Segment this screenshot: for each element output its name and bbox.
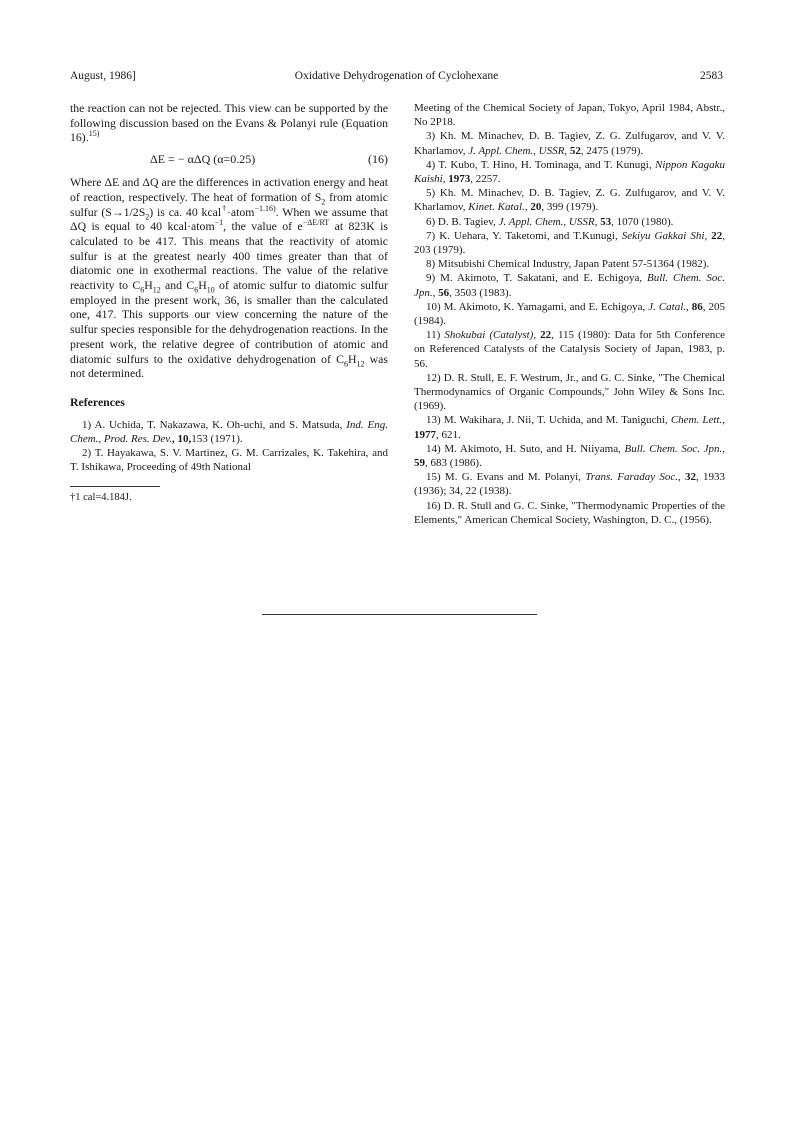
end-rule [262, 614, 537, 615]
reference-7: 7) K. Uehara, Y. Taketomi, and T.Kunugi, Sekiyu Gakkai Shi, 22, 203 (1979). [414, 229, 726, 257]
reference-2: 2) T. Hayakawa, S. V. Martinez, G. M. Carrizales, K. Takehira, and T. Ishikawa, Proceeding of 49th National [70, 447, 388, 474]
right-column [414, 101, 725, 527]
equation-16 [70, 149, 388, 171]
running-header [70, 70, 723, 86]
page-number: 2583 [700, 70, 723, 82]
equation-expression: ΔE = − αΔQ (α=0.25) [150, 152, 256, 167]
reference-9: 9) M. Akimoto, T. Sakatani, and E. Echigoya, Bull. Chem. Soc. Jpn., 56, 3503 (1983). [414, 272, 725, 299]
reference-8: 8) Mitsubishi Chemical Industry, Japan Patent 57-51364 (1982). [426, 258, 710, 271]
references-heading: References [70, 394, 125, 409]
reference-15: 15) M. G. Evans and M. Polanyi, Trans. Faraday Soc., 32, 1933 (1936); 34, 22 (1938). [414, 471, 726, 498]
paragraph-1: the reaction can not be rejected. This view can be supported by the following discussion based on the Evans & Polanyi rule (Equation 16).$^{15)}$ [70, 101, 388, 145]
reference-6: 6) D. B. Tagiev, J. Appl. Chem., USSR, 53, 1070 (1980). [426, 215, 674, 228]
reference-14: 14) M. Akimoto, H. Suto, and H. Niiyama, Bull. Chem. Soc. Jpn., 59, 683 (1986). [414, 442, 726, 470]
reference-11: 11) Shokubai (Catalyst), 22, 115 (1980): Data for 5th Conference on Referenced Catalysts of the Catalysis Society of Japan, 1983, p. 56. [414, 329, 726, 370]
header-title: Oxidative Dehydrogenation of Cyclohexane [294, 70, 499, 82]
citation: 15) [88, 129, 100, 139]
reference-5: 5) Kh. M. Minachev, D. B. Tagiev, Z. G. Zulfugarov, and V. V. Kharlamov, Kinet. Katal., 20, 399 (1979). [414, 187, 725, 214]
reference-4: 4) T. Kubo, T. Hino, H. Tominaga, and T. Kunugi, Nippon Kagaku Kaishi, 1973, 2257. [414, 158, 725, 186]
footnote: †1 cal=4.184J. [70, 492, 132, 504]
reference-16: 16) D. R. Stull and G. C. Sinke, "Thermodynamic Properties of the Elements," American Chemical Society, Washington, D. C., (1956). [414, 499, 726, 526]
reference-10: 10) M. Akimoto, K. Yamagami, and E. Echigoya, J. Catal., 86, 205 (1984). [414, 300, 726, 328]
reference-list [414, 129, 725, 527]
equation-number: (16) [368, 152, 388, 167]
footnote-rule [70, 486, 160, 487]
left-column [70, 101, 388, 506]
reference-13: 13) M. Wakihara, J. Nii, T. Uchida, and M. Taniguchi, Chem. Lett., 1977, 621. [414, 414, 725, 441]
reference-3: 3) Kh. M. Minachev, D. B. Tagiev, Z. G. Zulfugarov, and V. V. Kharlamov, J. Appl. Chem., USSR, 52, 2475 (1979). [414, 130, 725, 157]
header-date: August, 1986] [70, 70, 136, 82]
paragraph-2: Where ΔE and ΔQ are the differences in activation energy and heat of reaction, respectively. The heat of formation of $S_2$ from atomic sulfur $(S\to 1/2S_2)$ is ca. 40 kcal†·atom$^{-1.16)}$. When we assume that ΔQ is equal to 40 kcal·atom$^{-1}$, the value of $e^{-\Delta E/RT}$ at 823K is calculated to be 417. This means that the reactivity of atomic sulfur is at the greatest nearly 400 times greater than that of diatomic one in exothermal reactions. The value of the relative reactivity to $C_6H_{12}$ and $C_6H_{10}$ of atomic sulfur to diatomic sulfur employed in the present work, 36, is smaller than the calculated one, 417. This supports our view concerning the nature of the sulfur species responsible for the dehydrogenation reactions. In the present work, the relative degree of contribution of atomic and diatomic sulfurs to the oxidative dehydrogenation of $C_6H_{12}$ was not determined. [70, 175, 389, 381]
reference-2-continued: Meeting of the Chemical Society of Japan, Tokyo, April 1984, Abstr., No 2P18. [414, 102, 725, 129]
reference-12: 12) D. R. Stull, E. F. Westrum, Jr., and G. C. Sinke, "The Chemical Thermodynamics of Organic Compounds," John Wiley & Sons Inc. (1969). [414, 371, 725, 413]
reference-1: 1) A. Uchida, T. Nakazawa, K. Oh-uchi, and S. Matsuda, Ind. Eng. Chem., Prod. Res. Dev., 10,153 (1971). [70, 418, 388, 445]
